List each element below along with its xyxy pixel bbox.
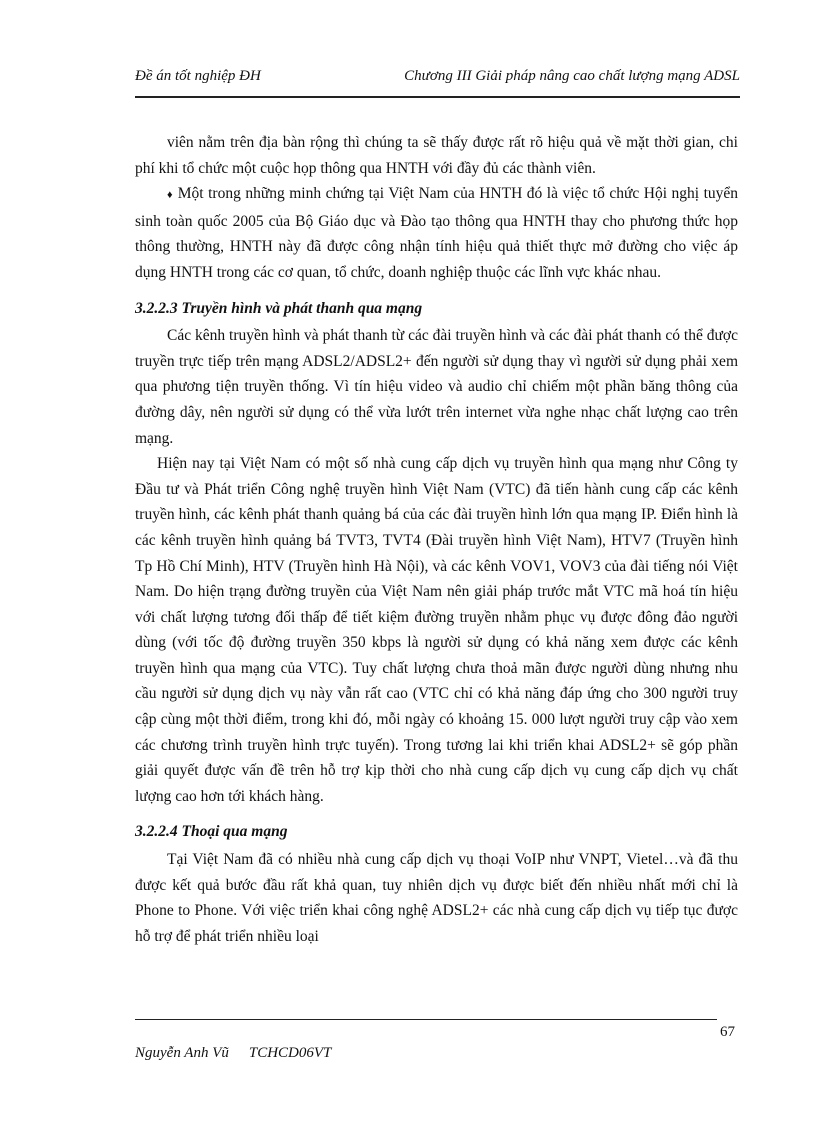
page-body [135, 130, 738, 949]
page-footer [135, 1045, 331, 1062]
footer-divider [135, 1019, 717, 1020]
header-document-title: Đề án tốt nghiệp ĐH [135, 68, 261, 84]
paragraph-tv-vietnam: Hiện nay tại Việt Nam có một số nhà cung cấp dịch vụ truyền hình qua mạng như Công ty Đầu tư và Phát triển Công nghệ truyền hình Việt Nam (VTC) đã tiến hành cung cấp các kênh truyền hình, các kênh phát thanh quảng bá của các đài truyền hình lớn qua mạng IP. Điển hình là các kênh truyền hình quảng bá TVT3, TVT4 (Đài truyền hình Việt Nam), HTV7 (Truyền hình Tp Hồ Chí Minh), HTV (Truyền hình Hà Nội), và các kênh VOV1, VOV3 của đài tiếng nói Việt Nam. Do hiện trạng đường truyền của Việt Nam nên giải pháp trước mắt VTC mã hoá tín hiệu với chất lượng tương đối thấp để tiết kiệm đường truyền nhằm phục vụ được đông đảo người dùng (với tốc độ đường truyền 350 kbps là người sử dụng có khả năng xem được các kênh truyền hình qua mạng của VTC). Tuy chất lượng chưa thoả mãn được người dùng nhưng nhu cầu người sử dụng dịch vụ này vẫn rất cao (VTC chỉ có khả năng đáp ứng cho 300 người truy cập cùng một thời điểm, trong khi đó, mỗi ngày có khoảng 15. 000 lượt người truy cập vào xem các chương trình truyền hình trực tuyến). Trong tương lai khi triển khai ADSL2+ sẽ góp phần giải quyết được vấn đề trên hỗ trợ kịp thời cho nhà cung cấp dịch vụ cung cấp dịch vụ chất lượng cao hơn tới khách hàng. [135, 455, 738, 805]
page-header [135, 66, 740, 98]
footer-author: Nguyễn Anh Vũ [135, 1045, 229, 1061]
diamond-bullet-icon: ♦ [167, 189, 174, 202]
paragraph-tv-radio-intro: Các kênh truyền hình và phát thanh từ các đài truyền hình và các đài phát thanh có thể được truyền trực tiếp trên mạng ADSL2/ADSL2+ đến người sử dụng thay vì người sử dụng phải xem qua phương tiện truyền thống. Vì tín hiệu video và audio chỉ chiếm một phần băng thông của đường dây, nên người sử dụng có thể vừa lướt trên internet vừa nghe nhạc chất lượng cao trên mạng. [135, 327, 738, 447]
page-number: 67 [720, 1024, 735, 1040]
paragraph-voip: Tại Việt Nam đã có nhiều nhà cung cấp dịch vụ thoại VoIP như VNPT, Vietel…và đã thu được kết quả bước đầu rất khả quan, tuy nhiên dịch vụ được biết đến nhiều nhất mới chỉ là Phone to Phone. Với việc triển khai công nghệ ADSL2+ các nhà cung cấp dịch vụ tiếp tục được hỗ trợ để phát triển nhiều loại [135, 851, 738, 945]
paragraph-continuation: viên nằm trên địa bàn rộng thì chúng ta sẽ thấy được rất rõ hiệu quả về mặt thời gian, chi phí khi tổ chức một cuộc họp thông qua HNTH với đầy đủ các thành viên. [135, 134, 738, 177]
header-chapter-title: Chương III Giải pháp nâng cao chất lượng mạng ADSL [404, 68, 740, 84]
bullet-text: Một trong những minh chứng tại Việt Nam của HNTH đó là việc tổ chức Hội nghị tuyển sinh toàn quốc 2005 của Bộ Giáo dục và Đào tạo thông qua HNTH thay cho phương thức họp thông thường, HNTH này đã được công nhận tính hiệu quả thiết thực mở đường cho việc áp dụng HNTH trong các cơ quan, tổ chức, doanh nghiệp thuộc các lĩnh vực khác nhau. [135, 185, 739, 281]
paragraph-bullet [135, 181, 738, 285]
footer-class-code: TCHCD06VT [248, 1045, 332, 1061]
section-heading-tv-radio: 3.2.2.3 Truyền hình và phát thanh qua mạng [135, 299, 423, 317]
section-heading-voip: 3.2.2.4 Thoại qua mạng [135, 823, 288, 841]
